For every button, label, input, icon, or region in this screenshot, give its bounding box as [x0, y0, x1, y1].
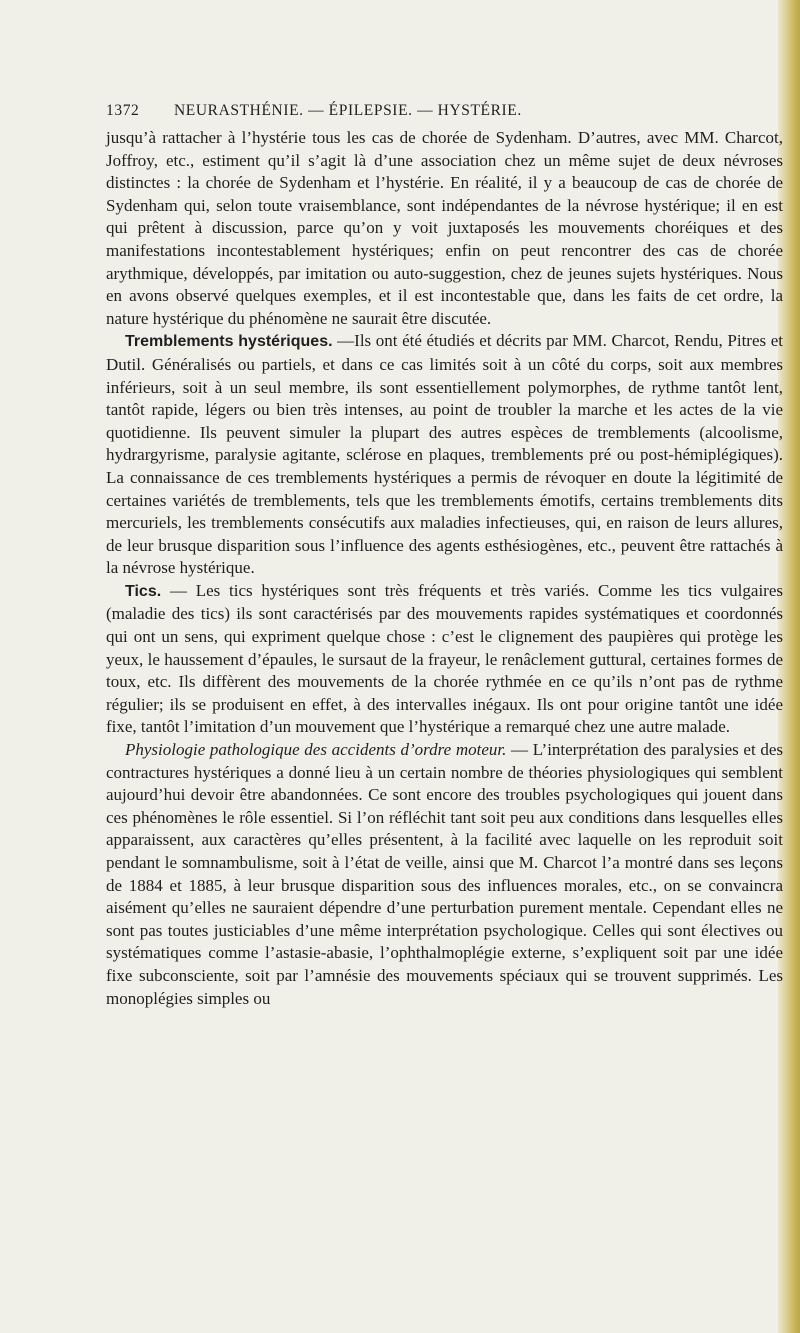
paragraph-text: — L’interprétation des paralysies et des contractures hystériques a donné lieu à un certain nombre de théories physiologiques qui semblent aujourd’hui devoir être abandonnées. Ce sont encore des troubles psychologiques qui jouent dans ces phénomènes le rôle essentiel. Si l’on réfléchit tant soit peu aux conditions dans lesquelles elles apparaissent, aux caractères qu’elles présentent, à la facilité avec laquelle on les reproduit soit pendant le somnambulisme, soit à l’état de veille, ainsi que M. Charcot l’a montré dans ses leçons de 1884 et 1885, à leur brusque disparition sous des influences morales, etc., on se convaincra aisément qu’elles ne sauraient dépendre d’une perturbation purement mentale. Cependant elles ne sont pas toutes justiciables d’une même interprétation psychologique. Celles qui sont électives ou systématiques comme l’astasie-abasie, l’ophthalmoplégie externe, s’expliquent soit par une idée fixe subconsciente, soit par l’amnésie des mouvements spéciaux qui se trouvent supprimés. Les monoplégies simples ou	[106, 740, 783, 1008]
body-text	[106, 127, 783, 1010]
paragraph-tics	[106, 580, 783, 739]
paragraph-text: — Les tics hystériques sont très fréquents et très variés. Comme les tics vulgaires (maladie des tics) ils sont caractérisés par des mouvements rapides systématiques et coordonnés qui ont un sens, qui expriment quelque chose : c’est le clignement des paupières qui protège les yeux, le haussement d’épaules, le sursaut de la frayeur, le renâclement guttural, certaines formes de toux, etc. Ils diffèrent des mouvements de la chorée rythmée en ce qu’ils n’ont pas de rythme régulier; ils se produisent en effet, à des intervalles inégaux. Ils ont pour origine tantôt une idée fixe, tantôt l’imitation d’un mouvement que l’hystérique a remarqué chez une autre malade.	[106, 580, 783, 737]
page-number: 1372	[106, 102, 140, 119]
running-title: NEURASTHÉNIE. — ÉPILEPSIE. — HYSTÉRIE.	[174, 102, 522, 119]
section-heading-physiologie: Physiologie pathologique des accidents d’ordre moteur.	[125, 740, 507, 760]
paragraph-text: jusqu’à rattacher à l’hystérie tous les cas de chorée de Sydenham. D’autres, avec MM. Charcot, Joffroy, etc., estiment qu’il s’agit là d’une association chez un même sujet de deux névroses distinctes : la chorée de Sydenham et l’hystérie. En réalité, il y a beaucoup de cas de chorée de Sydenham qui, selon toute vraisemblance, sont indépendantes de la névrose hystérique; il en est qui prêtent à discussion, parce qu’on y voit juxtaposés les mouvements choréiques et des manifestations incontestablement hystériques; enfin on peut rencontrer des cas de chorée arythmique, développés, par imitation ou auto-suggestion, chez de jeunes sujets hystériques. Nous en avons observé quelques exemples, et il est incontestable que, dans les faits de cet ordre, la nature hystérique du phénomène ne saurait être discutée.	[106, 128, 783, 328]
section-heading-tics: Tics.	[125, 582, 162, 600]
paragraph-chorea	[106, 127, 783, 330]
paragraph-text: —Ils ont été étudiés et décrits par MM. Charcot, Rendu, Pitres et Dutil. Généralisés ou partiels, et dans ce cas limités soit à un côté du corps, soit aux membres inférieurs, soit à un seul membre, ils sont essentiellement polymorphes, de rythme tantôt lent, tantôt rapide, légers ou bien très intenses, au point de troubler la marche et les actes de la vie quotidienne. Ils peuvent simuler la plupart des autres espèces de tremblements (alcoolisme, hydrargyrisme, paralysie agitante, sclérose en plaques, tremblements pré ou post-hémiplégiques). La connaissance de ces tremblements hystériques a permis de révoquer en doute la légitimité de certaines variétés de tremblements, tels que les tremblements émotifs, certains tremblements dits mercuriels, les tremblements consécutifs aux maladies infectieuses, qui, en raison de leurs allures, de leur brusque disparition sous l’influence des agents esthésiogènes, etc., peuvent être rattachés à la névrose hystérique.	[106, 331, 783, 578]
paragraph-tremblements	[106, 330, 783, 580]
paragraph-physiologie	[106, 739, 783, 1010]
section-heading-tremblements: Tremblements hystériques.	[125, 333, 333, 351]
running-header	[106, 102, 740, 122]
